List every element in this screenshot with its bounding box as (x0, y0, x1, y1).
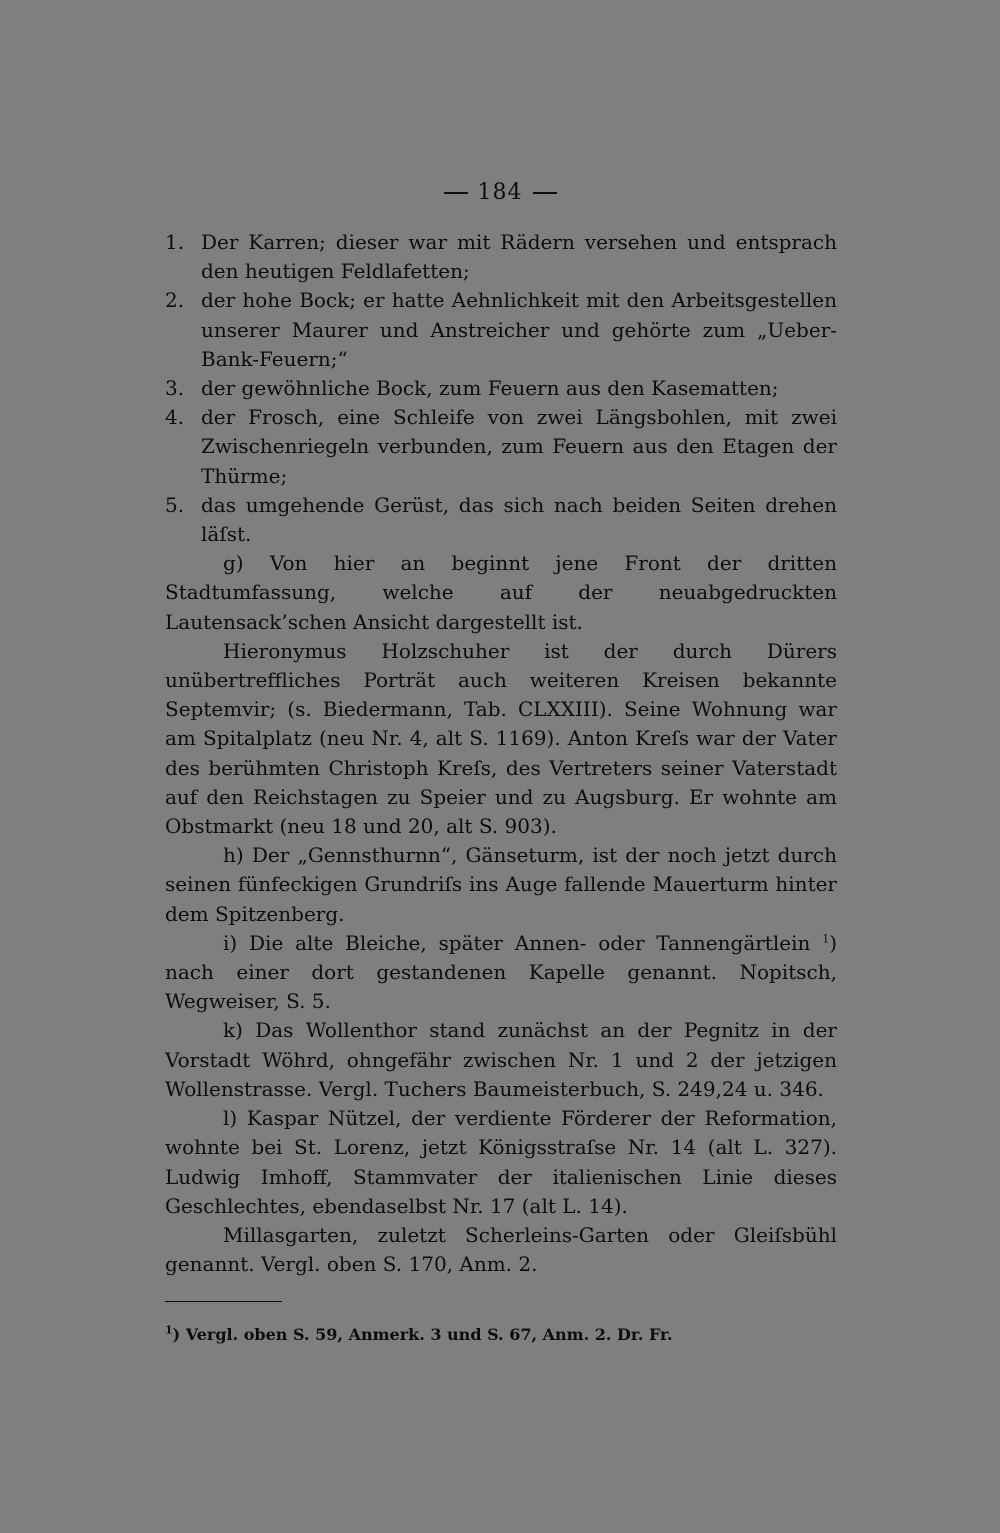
list-text: der hohe Bock; er hatte Aehnlichkeit mit den Arbeitsgestellen unserer Maurer und Anstreicher und gehörte zum „Ueber-Bank-Feuern;“ (201, 288, 837, 371)
paragraph-l: l) Kaspar Nützel, der verdiente Förderer der Reformation, wohnte bei St. Lorenz, jetzt Königsstraſse Nr. 14 (alt L. 327). Ludwig Imhoff, Stammvater der italienischen Linie dieses Geschlechtes, ebendaselbst Nr. 17 (alt L. 14). (165, 1106, 837, 1218)
list-text: der Frosch, eine Schleife von zwei Längsbohlen, mit zwei Zwischenriegeln verbunden, zum Feuern aus den Etagen der Thürme; (201, 405, 837, 488)
list-item (165, 374, 837, 403)
right-dash (533, 192, 557, 194)
paragraph-i (165, 929, 837, 1017)
paragraph-i-text-after: ) nach einer dort gestandenen Kapelle genannt. Nopitsch, Wegweiser, S. 5. (165, 930, 837, 1014)
list-number: 1. (165, 230, 185, 254)
left-dash (444, 192, 468, 194)
list-item (165, 286, 837, 374)
list-number: 3. (165, 376, 185, 401)
list-text: das umgehende Gerüst, das sich nach beiden Seiten drehen läſst. (201, 492, 837, 547)
paragraph-k: k) Das Wollenthor stand zunächst an der Pegnitz in der Vorstadt Wöhrd, ohngefähr zwischen Nr. 1 und 2 der jetzigen Wollenstrasse. Vergl. Tuchers Baumeisterbuch, S. 249,24 u. 346. (165, 1018, 837, 1101)
list-item (165, 403, 837, 491)
footnote-separator (165, 1301, 282, 1302)
page-number: 184 (477, 180, 523, 205)
list-text: Der Karren; dieser war mit Rädern versehen und entsprach den heutigen Feldlafetten; (201, 230, 837, 284)
main-text (165, 228, 837, 1279)
footnote (165, 1324, 845, 1346)
list-number: 5. (165, 492, 185, 517)
paragraph-h: h) Der „Gennsthurnn“, Gänseturm, ist der noch jetzt durch seinen fünfeckigen Grundriſs ins Auge fallende Mauerturm hinter dem Spitzenberg. (165, 843, 837, 926)
list-number: 4. (165, 405, 185, 430)
list-item (165, 491, 837, 549)
footnote-text: ) Vergl. oben S. 59, Anmerk. 3 und S. 67, Anm. 2. Dr. Fr. (172, 1325, 673, 1344)
footnote-marker: 1 (165, 1323, 173, 1337)
page-number-header (0, 180, 1000, 205)
footnote-reference[interactable]: 1 (822, 932, 830, 946)
list-item (165, 228, 837, 286)
paragraph-millasgarten: Millasgarten, zuletzt Scherleins-Garten oder Gleiſsbühl genannt. Vergl. oben S. 170, Anm. 2. (165, 1222, 837, 1277)
paragraph-g: g) Von hier an beginnt jene Front der dritten Stadtumfassung, welche auf der neuabgedruckten Lautensack’schen Ansicht dargestellt ist. (165, 551, 837, 634)
list-number: 2. (165, 288, 185, 313)
list-text: der gewöhnliche Bock, zum Feuern aus den Kasematten; (201, 376, 779, 401)
paragraph-holzschuher: Hieronymus Holzschuher ist der durch Dürers unübertreffliches Porträt auch weiteren Kreisen bekannte Septemvir; (s. Biedermann, Tab. CLXXIII). Seine Wohnung war am Spitalplatz (neu Nr. 4, alt S. 1169). Anton Kreſs war der Vater des berühmten Christoph Kreſs, des Vertreters seiner Vaterstadt auf den Reichstagen zu Speier und zu Augsburg. Er wohnte am Obstmarkt (neu 18 und 20, alt S. 903). (165, 638, 837, 839)
paragraph-i-text-before: i) Die alte Bleiche, später Annen- oder Tannengärtlein (223, 930, 823, 955)
